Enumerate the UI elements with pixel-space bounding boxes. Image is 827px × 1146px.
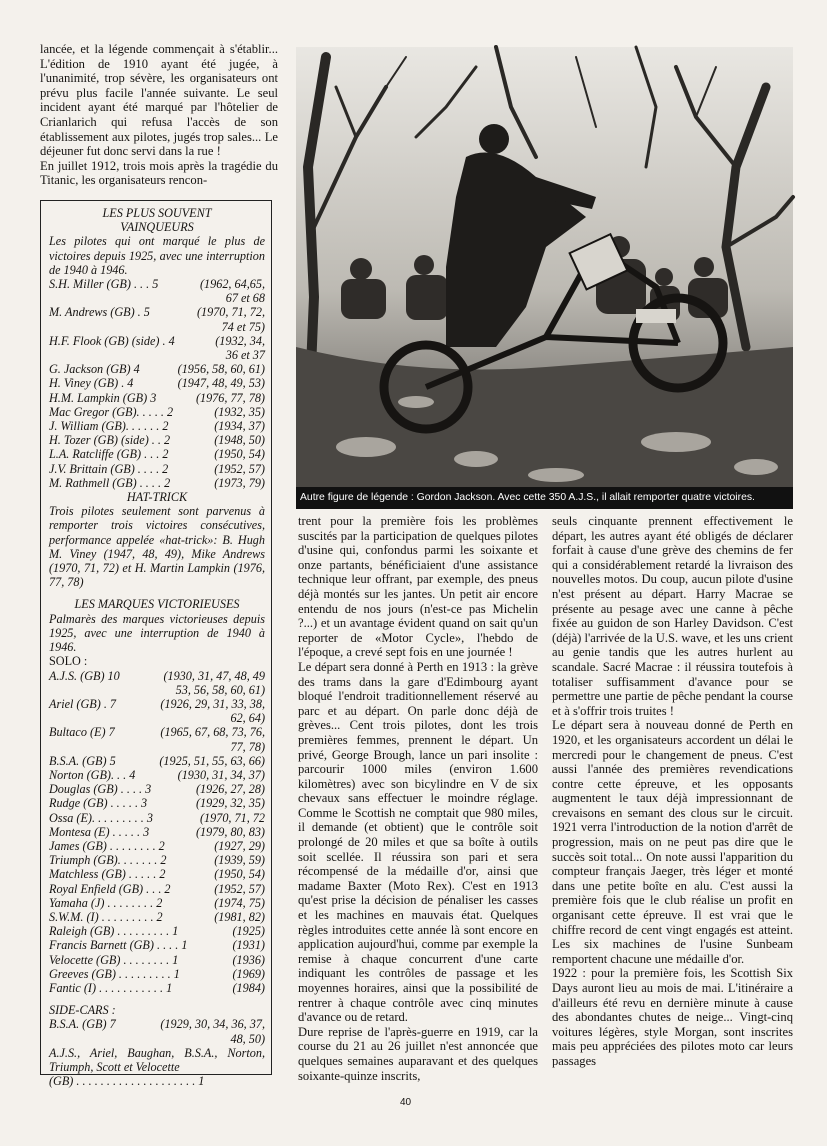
paragraph: En juillet 1912, trois mois après la tragédie du Titanic, les organisateurs rencon- — [40, 158, 278, 188]
marque-row: Royal Enfield (GB) . . . 2 (1952, 57) — [49, 881, 265, 896]
rider-row-cont: 74 et 75) — [221, 319, 265, 334]
marque-row: James (GB) . . . . . . . . 2 (1927, 29) — [49, 838, 265, 853]
marque-row: Rudge (GB) . . . . . 3 (1929, 32, 35) — [49, 796, 265, 811]
sidebar-title: VAINQUEURS — [120, 220, 194, 235]
marque-row-cont: 53, 56, 58, 60, 61) — [175, 682, 265, 697]
marque-row: Raleigh (GB) . . . . . . . . . 1 (1925) — [49, 924, 265, 939]
sidebar-title: LES PLUS SOUVENT — [102, 206, 212, 220]
paragraph: Le départ sera donné à Perth en 1913 : la grève des trams dans la gare d'Edimbourg ayant bloqué l'endroit traditionnellement réservé au parc et au départ. On parle donc déjà de grèves... Cent trois pilotes, dont les trois premières femmes, prennent le départ. Un privé, George Brough, lance un pari insolite : parcourir 1000 miles (environ 1.600 kilomètres) avec son bicylindre en V de six chevaux sans effectuer le moindre réglage. Comme le Scottish ne comptait que 980 miles, il demande (et obtient) que le contrôle soit prolongé de 20 miles et que sa boîte à outils soit scellée. Il réussira son pari et sera récompensé de la médaille d'or, ainsi que madame Baxter (Moto Rex). C'est en 1913 qu'est prise la décision de pénaliser les casses et les machines en mauvais état. Quelques règles introduites cette année là sont encore en application aujourd'hui, comme par exemple la remise à chaque concurrent d'une carte indiquant les contrôles de passage et les moyennes horaires, ainsi que la possibilité de rentrer à chaque contrôle avec cinq minutes d'avance ou de retard. — [298, 659, 538, 1025]
hattrick-text: Trois pilotes seulement sont parvenus à remporter trois victoires consécutives, performance appelée «hat-trick»: B. Hugh M. Viney (1947, 48, 49), Mike Andrews (1970, 71, 72) et H. Martin Lampkin (1976, 77, 78) — [49, 504, 265, 590]
winners-sidebar — [40, 200, 272, 1089]
rider-row: J.V. Brittain (GB) . . . . 2 (1952, 57) — [49, 461, 265, 476]
marque-row: B.S.A. (GB) 5 (1925, 51, 55, 63, 66) — [49, 753, 265, 768]
marque-row: Ossa (E). . . . . . . . . 3 (1970, 71, 72 — [49, 810, 265, 825]
rider-row: M. Andrews (GB) . 5 (1970, 71, 72, — [49, 305, 265, 320]
marque-row-cont: 62, 64) — [230, 711, 265, 726]
rider-row: H.F. Flook (GB) (side) . 4 (1932, 34, — [49, 333, 265, 348]
rider-row: S.H. Miller (GB) . . . 5 (1962, 64,65, — [49, 277, 265, 292]
marque-row: Bultaco (E) 7 (1965, 67, 68, 73, 76, — [49, 725, 265, 740]
marque-row: Matchless (GB) . . . . . 2 (1950, 54) — [49, 867, 265, 882]
marque-row: Francis Barnett (GB) . . . . 1 (1931) — [49, 938, 265, 953]
solo-label: SOLO : — [49, 654, 88, 669]
marque-row: Douglas (GB) . . . . 3 (1926, 27, 28) — [49, 782, 265, 797]
marque-row: A.J.S. (GB) 10 (1930, 31, 47, 48, 49 — [49, 668, 265, 683]
hattrick-title: HAT-TRICK — [126, 490, 188, 505]
sidebar-intro: Les pilotes qui ont marqué le plus de victoires depuis 1925, avec une interruption de 1940 à 1946. — [49, 234, 265, 277]
marque-row: S.W.M. (I) . . . . . . . . . 2 (1981, 82) — [49, 909, 265, 924]
paragraph: Dure reprise de l'après-guerre en 1919, car la course du 21 au 26 juillet n'est annoncée que quelques semaines auparavant et des quelques soixante-quinze inscrits, — [298, 1024, 538, 1083]
rider-row: J. William (GB). . . . . . 2 (1934, 37) — [49, 419, 265, 434]
marque-row-cont: 77, 78) — [230, 739, 265, 754]
paragraph: trent pour la première fois les problèmes suscités par la participation de quelques pilotes d'usine qui, confondus parmi les soixante et onze partants, bénéficiaient d'une assistance technique leur offrant, par exemple, des pneus déjà montés sur les jantes. Un petit air encore entendu de nos jours (n'est-ce pas Michelin ?...) et un avantage évident quand on sait qu'un reporter de «Motor Cycle», l'hebdo de l'époque, a crevé sept fois en une journée ! — [298, 514, 538, 660]
paragraph: Le départ sera à nouveau donné de Perth en 1920, et les organisateurs accordent un délai le mercredi pour le changement de pneus. C'est aussi l'année des premières revendications contre cette épreuve, et les opposants augmentent le taux déjà impressionnant de crevaisons en semant des clous sur le circuit. 1921 verra l'introduction de la notion d'arrêt de progression, mais on ne peut pas dire que le succès soit total... On note aussi l'apparition du compteur français Jaeger, très léger et monté dans une petite boîte en alu. C'est aussi la première fois que le club réalise un profit en organisant cette épreuve. Il est vrai que le chiffre record de cent vingt engagés est atteint. Les six machines de l'usine Sunbeam remportent chacune une médaille d'or. — [552, 718, 793, 966]
paragraph: 1922 : pour la première fois, les Scottish Six Days auront lieu au mois de mai. L'itinéraire a d'ailleurs été revu en dernière minute à cause des abondantes chutes de neige... Vingt-cinq voitures légères, style Morgan, sont inscrites mais peu appréciées des pilotes moto car leurs passages — [552, 966, 793, 1068]
marque-row: Fantic (I) . . . . . . . . . . . 1 (1984) — [49, 980, 265, 995]
sidecar-row: B.S.A. (GB) 7 (1929, 30, 34, 36, 37, — [49, 1017, 265, 1032]
rider-row: M. Rathmell (GB) . . . . 2 (1973, 79) — [49, 475, 265, 490]
page-number: 40 — [400, 1097, 412, 1108]
marque-row: Velocette (GB) . . . . . . . . 1 (1936) — [49, 952, 265, 967]
rider-row: G. Jackson (GB) 4 (1956, 58, 60, 61) — [49, 362, 265, 377]
article-column-3 — [552, 514, 793, 1069]
rider-row: H. Viney (GB) . 4 (1947, 48, 49, 53) — [49, 376, 265, 391]
paragraph: seuls cinquante prennent effectivement le départ, les autres ayant été obligés de déclarer forfait à cause d'une grève des chemins de fer qui a considérablement retardé la livraison des nouvelles motos. Du coup, aucun pilote d'usine n'est présent au départ. Harry Macrae se présente au pesage avec une canne à pêche fixée au guidon de son Harley Davidson. C'est (déjà) l'arrivée de la U.S. wave, et les uns crient au genie tandis que les autres hurlent au scandale. Sacré Macrae : il réussira toutefois à totaliser suffisamment d'avance pour se permettre une partie de pêche pendant la course et à s'offrir trois truites ! — [552, 514, 793, 718]
rider-row: H. Tozer (GB) (side) . . 2 (1948, 50) — [49, 433, 265, 448]
intro-column — [40, 42, 278, 188]
rider-row-cont: 36 et 37 — [225, 348, 265, 363]
rider-row-cont: 67 et 68 — [225, 291, 265, 306]
sidecars-label: SIDE-CARS : — [49, 1003, 116, 1018]
paragraph: lancée, et la légende commençait à s'établir... L'édition de 1910 ayant été jugée, à l'unanimité, trop sévère, les organisateurs ont prévu plus facile l'année suivante. Le seul incident ayant été marqué par l'hôtelier de Crianlarich qui refusa l'accès de son établissement aux pilotes, jugés trop sales... Le déjeuner fut donc servi dans la rue ! — [40, 42, 278, 159]
motorcycle-trial-photo — [296, 47, 793, 487]
marque-row: Ariel (GB) . 7 (1926, 29, 31, 33, 38, — [49, 696, 265, 711]
marque-row: Montesa (E) . . . . . 3 (1979, 80, 83) — [49, 824, 265, 839]
marques-intro: Palmarès des marques victorieuses depuis 1925, avec une interruption de 1940 à 1946. — [49, 611, 265, 655]
rider-row: Mac Gregor (GB). . . . . 2 (1932, 35) — [49, 404, 265, 419]
sidecars-others-last: (GB) . . . . . . . . . . . . . . . . . . . . 1 — [49, 1074, 205, 1089]
article-column-2 — [298, 514, 538, 1083]
rider-row: H.M. Lampkin (GB) 3 (1976, 77, 78) — [49, 390, 265, 405]
photo-caption: Autre figure de légende : Gordon Jackson. Avec cette 350 A.J.S., il allait remporter quatre victoires. — [296, 487, 793, 509]
marque-row: Greeves (GB) . . . . . . . . . 1 (1969) — [49, 966, 265, 981]
sidecar-row-cont: 48, 50) — [230, 1031, 265, 1046]
rider-row: L.A. Ratcliffe (GB) . . . 2 (1950, 54) — [49, 447, 265, 462]
marque-row: Yamaha (J) . . . . . . . . 2 (1974, 75) — [49, 895, 265, 910]
marques-title: LES MARQUES VICTORIEUSES — [74, 597, 240, 612]
sidecars-others: A.J.S., Ariel, Baughan, B.S.A., Norton, Triumph, Scott et Velocette — [49, 1045, 265, 1074]
trial-photo — [296, 47, 793, 487]
marque-row: Triumph (GB). . . . . . . 2 (1939, 59) — [49, 853, 265, 868]
marque-row: Norton (GB). . . 4 (1930, 31, 34, 37) — [49, 767, 265, 782]
